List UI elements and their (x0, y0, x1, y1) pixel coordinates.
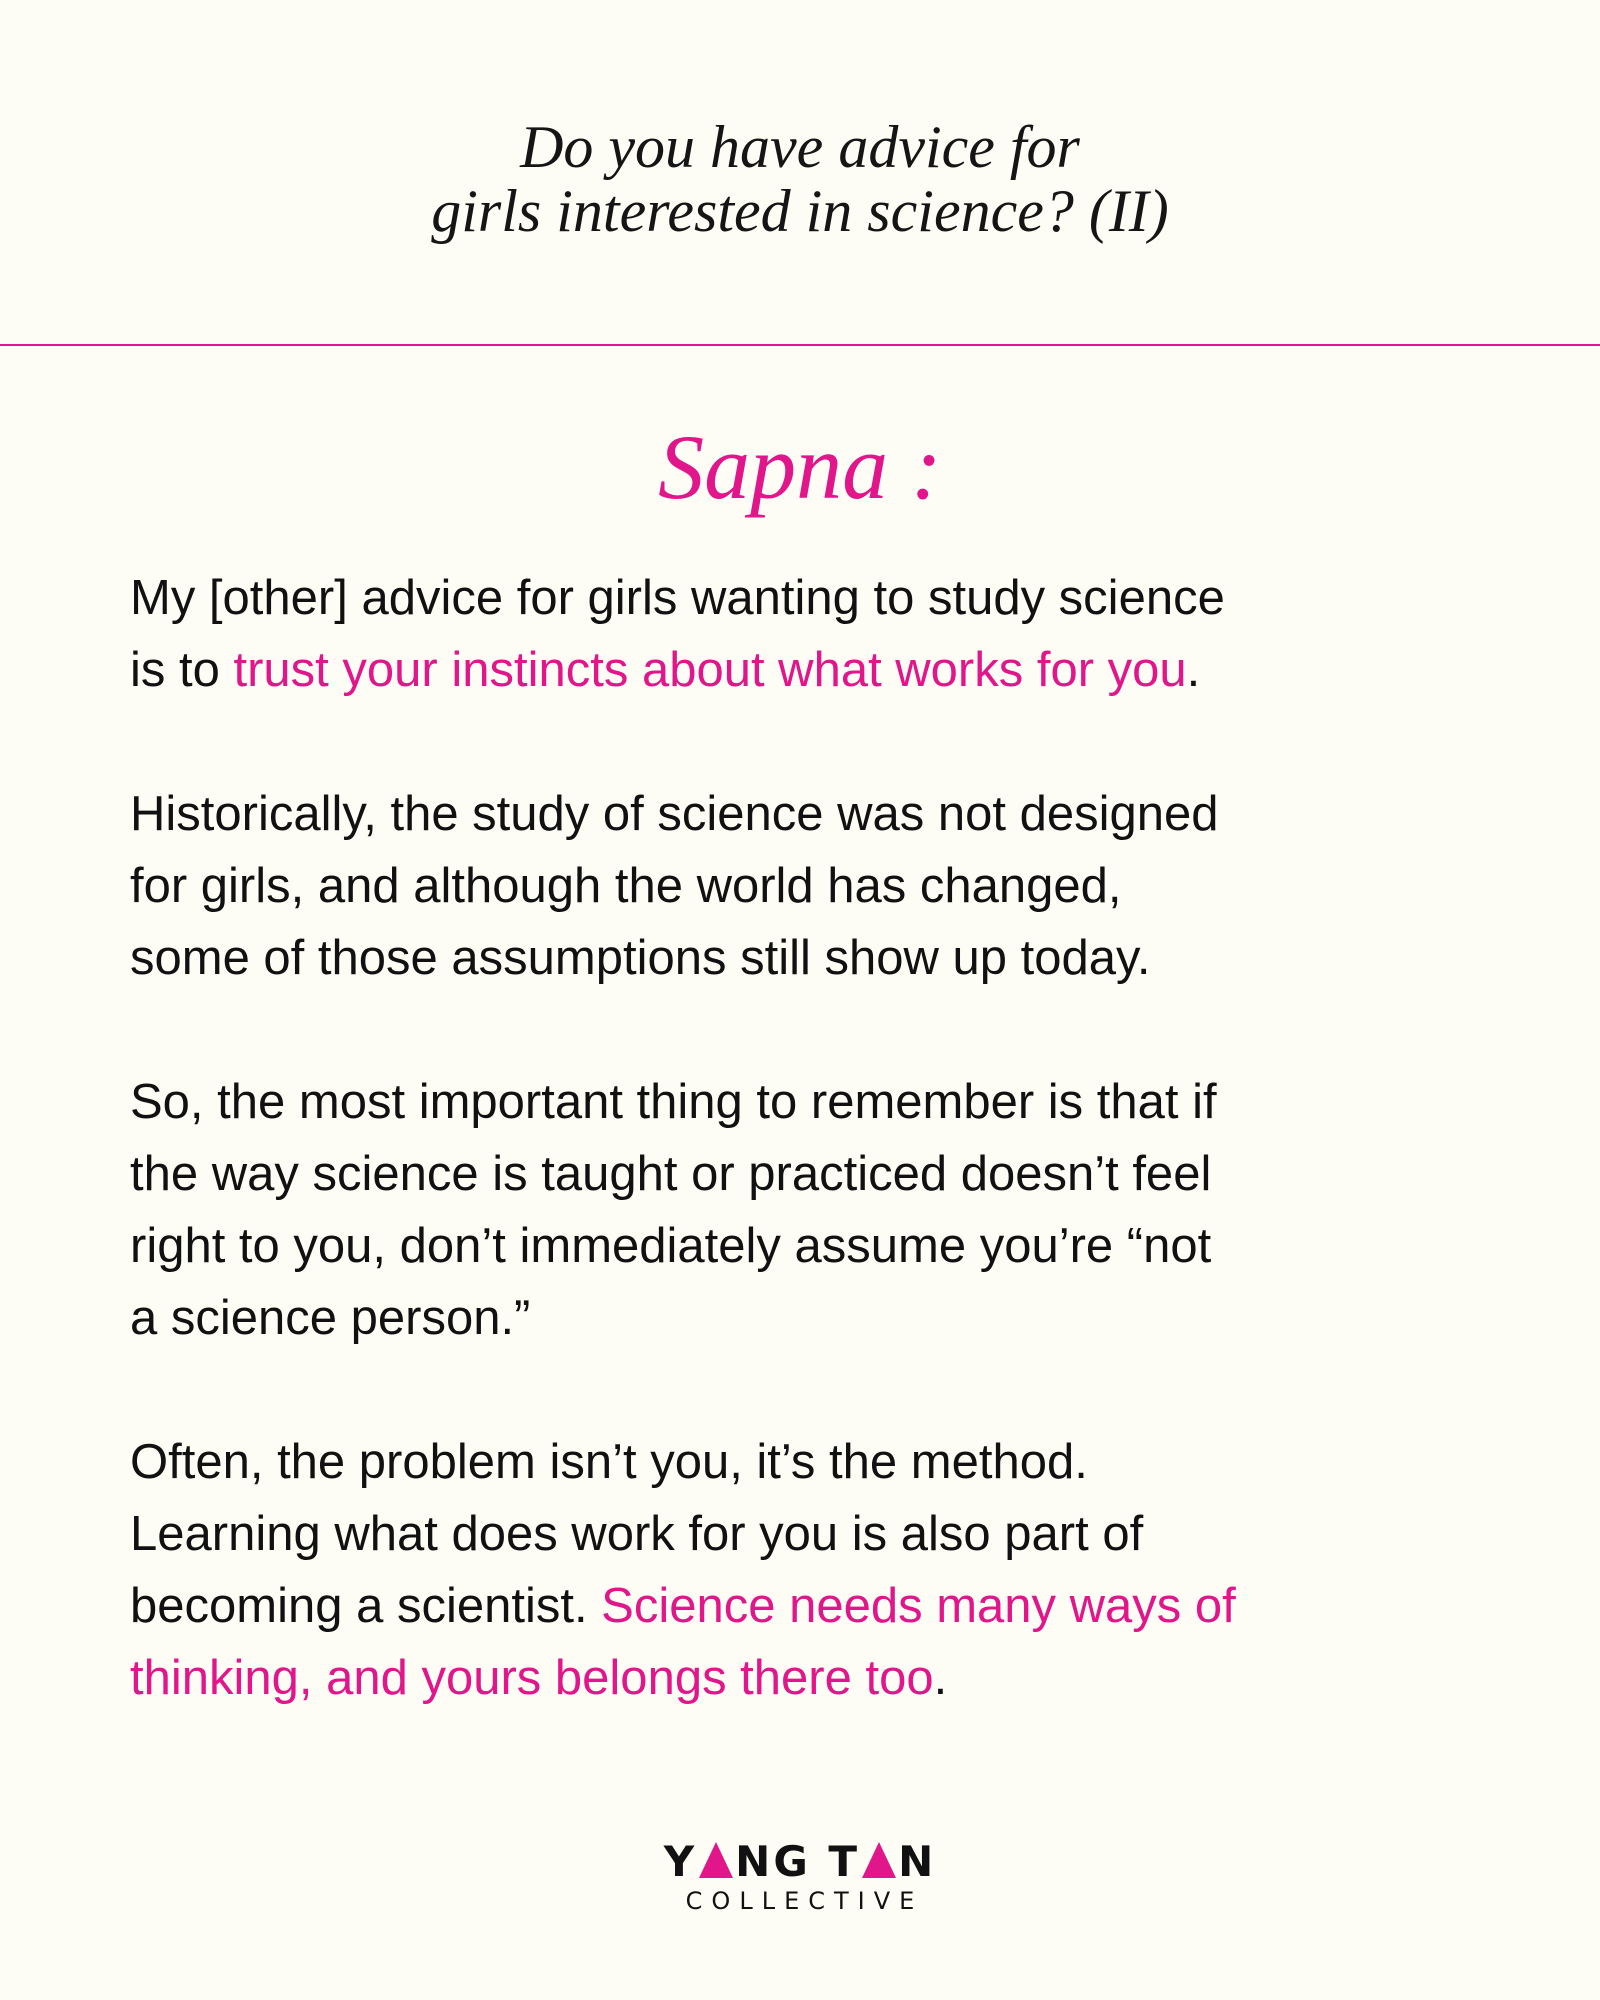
paragraph-2-line-3: some of those assumptions still show up today. (130, 931, 1151, 985)
paragraph-3-line-1: So, the most important thing to remember is that if (130, 1075, 1217, 1129)
paragraph-2-line-1: Historically, the study of science was not designed (130, 787, 1219, 841)
paragraph-3-line-2: the way science is taught or practiced doesn’t feel (130, 1147, 1212, 1201)
paragraph-1 (130, 562, 1510, 706)
paragraph-4-line-4 (130, 1642, 1510, 1714)
paragraph-4-line-1: Often, the problem isn’t you, it’s the method. (130, 1435, 1088, 1489)
page-title-line-2: girls interested in science? (II) (431, 178, 1169, 244)
brand-subtitle: COLLECTIVE (685, 1887, 924, 1915)
highlighted-text: trust your instincts about what works for you (233, 643, 1187, 697)
speaker-name: Sapna : (658, 416, 942, 518)
paragraph-4 (130, 1426, 1510, 1714)
brand-wordmark (664, 1838, 936, 1886)
page-title (0, 115, 1600, 243)
brand-text: Y (663, 1837, 698, 1886)
header-divider (0, 344, 1600, 346)
brand-logo (0, 1838, 1600, 1916)
brand-a-triangle-icon (862, 1842, 896, 1878)
paragraph-3-line-3: right to you, don’t immediately assume you’re “not (130, 1219, 1212, 1273)
paragraph-3 (130, 1066, 1510, 1354)
brand-text: NG T (735, 1837, 861, 1886)
page-title-line-1: Do you have advice for (520, 114, 1080, 180)
paragraph-2 (130, 778, 1510, 994)
quote-body (130, 562, 1510, 1786)
paragraph-1-line-2 (130, 634, 1510, 706)
paragraph-2-line-2: for girls, and although the world has changed, (130, 859, 1122, 913)
highlighted-text: thinking, and yours belongs there too (130, 1651, 934, 1705)
brand-a-triangle-icon (699, 1842, 733, 1878)
text-segment: becoming a scientist. (130, 1579, 602, 1633)
text-segment: is to (130, 643, 234, 697)
highlighted-text: Science needs many ways of (601, 1579, 1236, 1633)
text-segment: . (1186, 643, 1201, 697)
paragraph-3-line-4: a science person.” (130, 1291, 531, 1345)
paragraph-4-line-3 (130, 1570, 1510, 1642)
brand-text: N (898, 1837, 937, 1886)
paragraph-4-line-2: Learning what does work for you is also part of (130, 1507, 1144, 1561)
paragraph-1-line-1: My [other] advice for girls wanting to study science (130, 571, 1225, 625)
text-segment: . (933, 1651, 948, 1705)
